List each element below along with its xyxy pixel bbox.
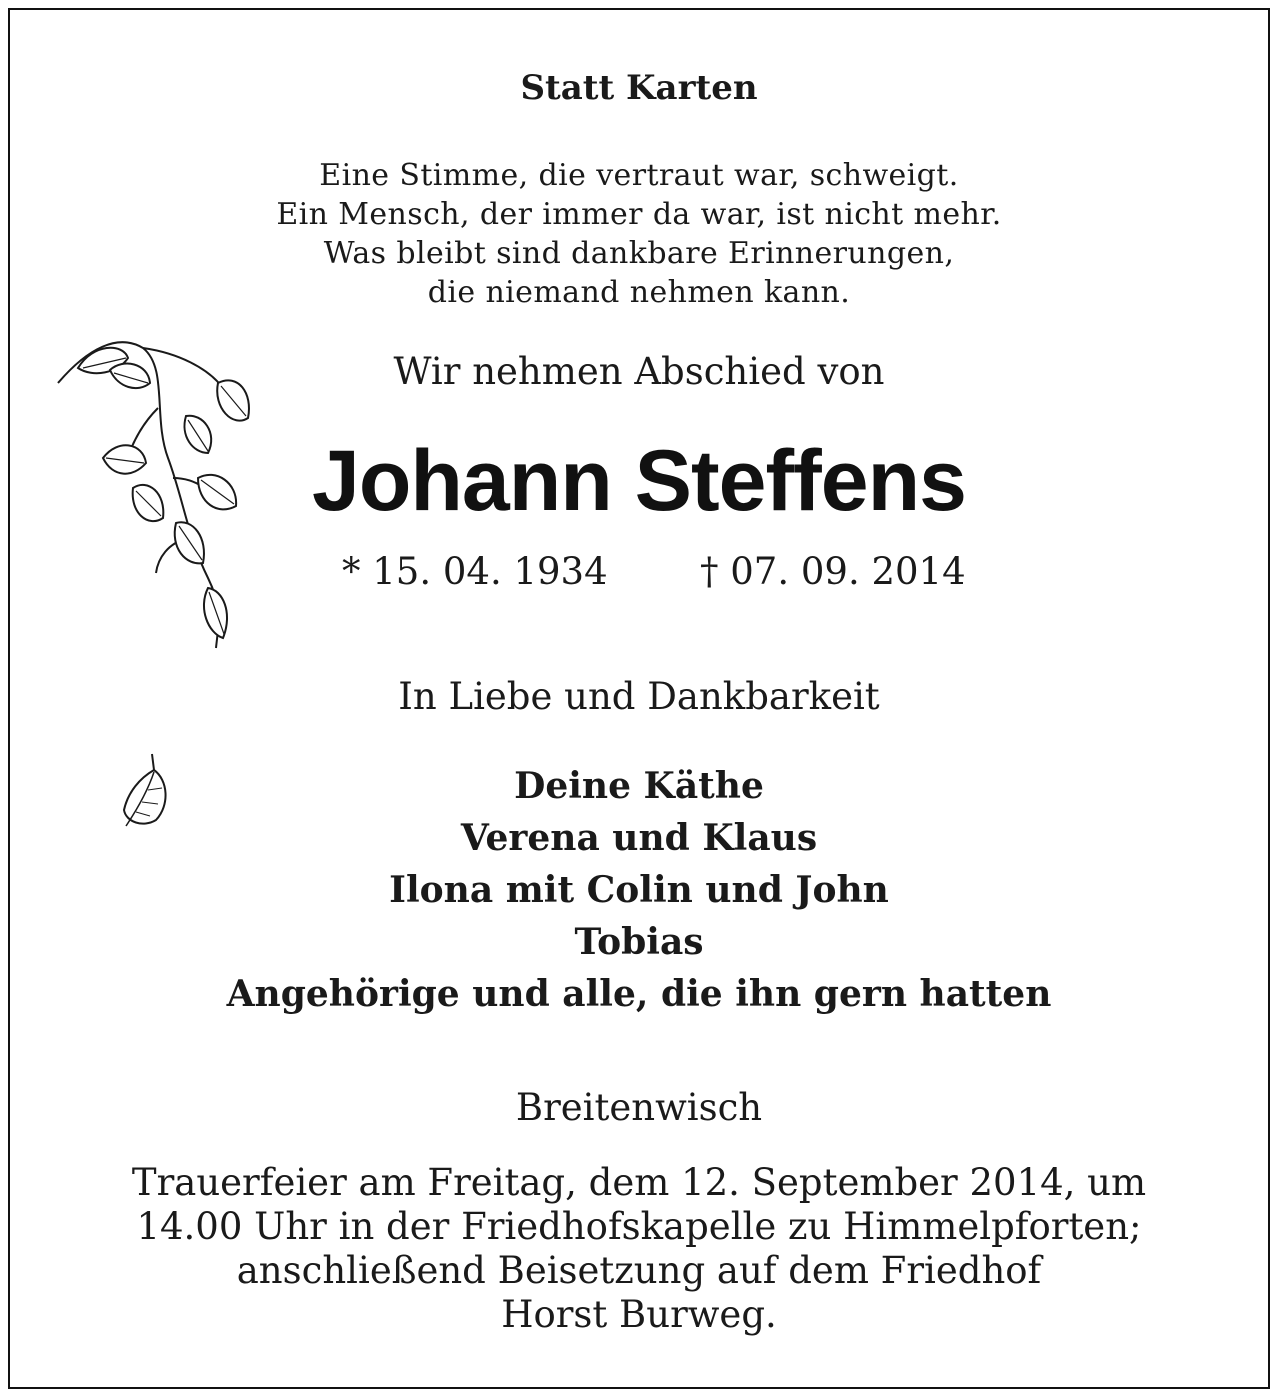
death-date: † 07. 09. 2014: [700, 550, 966, 593]
poem-line: Was bleibt sind dankbare Erinnerungen,: [323, 236, 955, 271]
mourner-line: Verena und Klaus: [460, 817, 818, 859]
poem-line: Eine Stimme, die vertraut war, schweigt.: [319, 158, 959, 193]
funeral-line: Horst Burweg.: [501, 1293, 777, 1336]
mourners-list: [10, 760, 1268, 1020]
mourner-line: Tobias: [574, 921, 704, 963]
poem: [10, 156, 1268, 312]
funeral-details: [10, 1161, 1268, 1337]
poem-line: die niemand nehmen kann.: [427, 275, 851, 310]
poem-line: Ein Mensch, der immer da war, ist nicht mehr.: [276, 197, 1002, 232]
mourner-line: Deine Käthe: [514, 765, 764, 807]
mourner-line: Angehörige und alle, die ihn gern hatten: [226, 973, 1052, 1015]
funeral-line: 14.00 Uhr in der Friedhofskapelle zu Himmelpforten;: [136, 1205, 1142, 1248]
funeral-line: anschließend Beisetzung auf dem Friedhof: [236, 1249, 1042, 1292]
deceased-name: Johann Steffens: [312, 433, 966, 529]
farewell-intro: Wir nehmen Abschied von: [393, 350, 885, 393]
funeral-line: Trauerfeier am Freitag, dem 12. September 2014, um: [131, 1161, 1147, 1204]
mourner-line: Ilona mit Colin und John: [389, 869, 889, 911]
place-name: Breitenwisch: [515, 1086, 763, 1129]
obituary-frame: [8, 8, 1270, 1389]
closing-phrase: In Liebe und Dankbarkeit: [398, 675, 880, 718]
birth-date: * 15. 04. 1934: [342, 550, 608, 593]
notice-heading: Statt Karten: [520, 68, 758, 108]
